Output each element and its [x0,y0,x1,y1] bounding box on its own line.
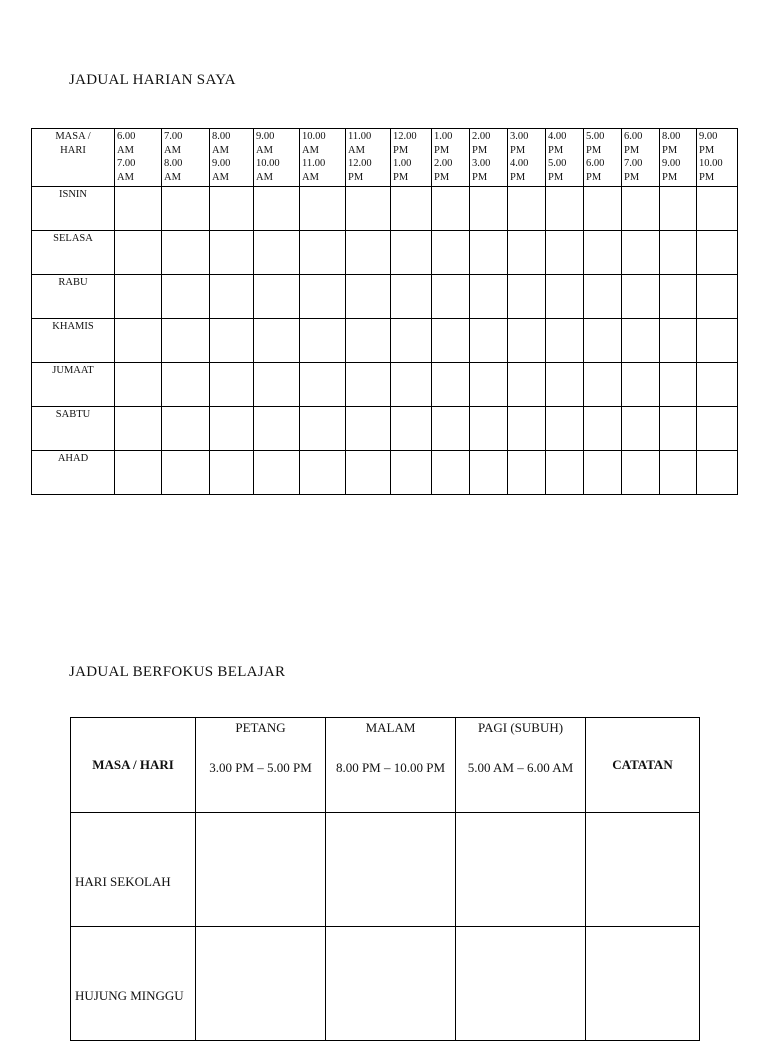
time-slot-header [470,129,508,187]
schedule-cell[interactable] [546,187,584,231]
schedule-cell[interactable] [660,275,697,319]
time-slot-line: 9.00 [662,158,681,169]
time-slot-line: 10.00 [302,131,326,142]
schedule-cell[interactable] [546,451,584,495]
schedule-cell[interactable] [254,275,300,319]
day-label: AHAD [32,451,115,495]
schedule-cell[interactable] [622,319,660,363]
schedule-cell[interactable] [508,275,546,319]
schedule-cell[interactable] [115,231,162,275]
schedule-cell[interactable] [697,231,738,275]
schedule-cell[interactable] [584,275,622,319]
schedule-cell[interactable] [546,363,584,407]
row-label: HARI SEKOLAH [75,874,171,889]
day-label: SABTU [32,407,115,451]
day-row [32,319,738,363]
schedule-cell[interactable] [115,451,162,495]
schedule-cell[interactable] [622,231,660,275]
schedule-cell[interactable] [300,319,346,363]
schedule-cell[interactable] [254,231,300,275]
schedule-cell[interactable] [697,407,738,451]
day-row [32,407,738,451]
schedule-cell[interactable] [391,451,432,495]
time-slot-line: 4.00 [510,158,529,169]
time-slot-line: PM [548,144,564,156]
schedule-cell[interactable] [346,319,391,363]
schedule-cell[interactable] [697,187,738,231]
slot-name: PAGI (SUBUH) [477,720,564,735]
time-slot-line: PM [548,171,564,183]
schedule-cell[interactable] [346,451,391,495]
schedule-cell[interactable] [391,231,432,275]
schedule-cell[interactable] [115,363,162,407]
focus-cell[interactable] [456,813,586,927]
slot-time: 8.00 PM – 10.00 PM [335,760,446,775]
schedule-cell[interactable] [162,231,210,275]
time-slot-line: PM [510,171,526,183]
schedule-cell[interactable] [210,407,254,451]
time-slot-line: AM [212,171,229,183]
schedule-cell[interactable] [697,363,738,407]
focus-row-weekend [71,927,700,1041]
schedule-cell[interactable] [346,187,391,231]
daily-corner-cell [32,129,115,187]
time-slot-line: PM [348,171,364,183]
time-slot-line: 7.00 [117,158,136,169]
slot-name: PETANG [235,720,286,735]
schedule-cell[interactable] [470,407,508,451]
time-slot-header [584,129,622,187]
focus-schedule-title: JADUAL BERFOKUS BELAJAR [69,664,286,680]
schedule-cell[interactable] [584,407,622,451]
day-label: SELASA [32,231,115,275]
daily-schedule-title: JADUAL HARIAN SAYA [69,72,236,88]
schedule-cell[interactable] [697,319,738,363]
schedule-cell[interactable] [508,319,546,363]
schedule-cell[interactable] [432,319,470,363]
time-slot-line: 12.00 [348,158,372,169]
corner-line: HARI [60,144,86,156]
schedule-cell[interactable] [210,275,254,319]
schedule-cell[interactable] [432,407,470,451]
time-slot-line: AM [348,144,365,156]
schedule-cell[interactable] [115,187,162,231]
schedule-cell[interactable] [508,363,546,407]
schedule-cell[interactable] [622,451,660,495]
schedule-cell[interactable] [584,451,622,495]
time-slot-line: 9.00 [256,131,275,142]
schedule-cell[interactable] [508,231,546,275]
time-slot-line: PM [393,144,409,156]
daily-header-row [32,129,738,187]
focus-corner-cell: MASA / HARI [71,718,196,813]
time-slot-header [660,129,697,187]
time-slot-line: 3.00 [510,131,529,142]
time-slot-line: 11.00 [302,158,326,169]
schedule-cell[interactable] [584,363,622,407]
time-slot-line: 12.00 [393,131,417,142]
notes-header: CATATAN [586,718,700,813]
time-slot-line: AM [256,144,273,156]
schedule-cell[interactable] [470,451,508,495]
time-slot-line: AM [164,171,181,183]
time-slot-header [432,129,470,187]
schedule-cell[interactable] [162,363,210,407]
schedule-cell[interactable] [254,451,300,495]
schedule-cell[interactable] [391,363,432,407]
time-slot-line: 10.00 [699,158,723,169]
schedule-cell[interactable] [432,275,470,319]
time-slot-header [115,129,162,187]
schedule-cell[interactable] [660,187,697,231]
time-slot-line: 9.00 [212,158,231,169]
schedule-cell[interactable] [546,407,584,451]
schedule-cell[interactable] [432,187,470,231]
day-label: KHAMIS [32,319,115,363]
schedule-cell[interactable] [391,275,432,319]
time-slot-line: AM [164,144,181,156]
time-slot-line: PM [434,144,450,156]
schedule-cell[interactable] [584,187,622,231]
schedule-cell[interactable] [210,231,254,275]
time-slot-line: PM [472,171,488,183]
time-slot-line: 6.00 [117,131,136,142]
time-slot-line: PM [586,144,602,156]
schedule-cell[interactable] [546,319,584,363]
focus-cell[interactable] [196,927,326,1041]
time-slot-line: PM [510,144,526,156]
slot-header-petang [196,718,326,813]
time-slot-line: PM [586,171,602,183]
schedule-cell[interactable] [470,275,508,319]
time-slot-line: 5.00 [586,131,605,142]
time-slot-line: 4.00 [548,131,567,142]
time-slot-line: 5.00 [548,158,567,169]
schedule-cell[interactable] [300,275,346,319]
time-slot-line: PM [699,144,715,156]
schedule-cell[interactable] [254,187,300,231]
focus-header-row [71,718,700,813]
schedule-cell[interactable] [346,363,391,407]
schedule-cell[interactable] [115,319,162,363]
day-label: ISNIN [32,187,115,231]
schedule-cell[interactable] [660,319,697,363]
schedule-cell[interactable] [254,407,300,451]
schedule-cell[interactable] [470,319,508,363]
schedule-cell[interactable] [210,451,254,495]
schedule-cell[interactable] [210,187,254,231]
time-slot-line: PM [393,171,409,183]
time-slot-line: AM [302,144,319,156]
schedule-cell[interactable] [300,231,346,275]
row-label-cell [71,927,196,1041]
schedule-cell[interactable] [697,451,738,495]
schedule-cell[interactable] [546,275,584,319]
schedule-cell[interactable] [162,451,210,495]
time-slot-header [508,129,546,187]
schedule-cell[interactable] [210,363,254,407]
schedule-cell[interactable] [660,407,697,451]
time-slot-line: 2.00 [434,158,453,169]
schedule-cell[interactable] [432,363,470,407]
day-row [32,363,738,407]
time-slot-line: 11.00 [348,131,372,142]
time-slot-line: 1.00 [393,158,412,169]
time-slot-line: AM [256,171,273,183]
time-slot-header [254,129,300,187]
schedule-cell[interactable] [622,407,660,451]
schedule-cell[interactable] [162,187,210,231]
time-slot-line: PM [624,144,640,156]
corner-line: MASA / [55,131,91,142]
time-slot-header [210,129,254,187]
schedule-cell[interactable] [470,187,508,231]
schedule-cell[interactable] [660,231,697,275]
time-slot-line: 6.00 [624,131,643,142]
slot-name: MALAM [365,720,416,735]
time-slot-header [622,129,660,187]
focus-study-table [70,717,700,1041]
time-slot-line: AM [117,144,134,156]
focus-row-school-day [71,813,700,927]
time-slot-line: AM [302,171,319,183]
schedule-cell[interactable] [697,275,738,319]
time-slot-line: 8.00 [212,131,231,142]
time-slot-line: 8.00 [164,158,183,169]
time-slot-line: PM [662,171,678,183]
time-slot-line: PM [699,171,715,183]
time-slot-line: 7.00 [624,158,643,169]
schedule-cell[interactable] [622,187,660,231]
schedule-cell[interactable] [622,275,660,319]
focus-cell[interactable] [196,813,326,927]
schedule-cell[interactable] [346,275,391,319]
schedule-cell[interactable] [391,407,432,451]
day-label: JUMAAT [32,363,115,407]
focus-cell[interactable] [456,927,586,1041]
slot-time: 5.00 AM – 6.00 AM [467,760,574,775]
day-row [32,187,738,231]
time-slot-header [162,129,210,187]
time-slot-line: 1.00 [434,131,453,142]
schedule-cell[interactable] [660,363,697,407]
time-slot-header [300,129,346,187]
time-slot-header [391,129,432,187]
schedule-cell[interactable] [346,231,391,275]
schedule-cell[interactable] [162,275,210,319]
focus-cell[interactable] [326,927,456,1041]
slot-header-pagi [456,718,586,813]
schedule-cell[interactable] [254,319,300,363]
schedule-cell[interactable] [115,407,162,451]
time-slot-line: 10.00 [256,158,280,169]
focus-cell[interactable] [326,813,456,927]
schedule-cell[interactable] [391,187,432,231]
schedule-cell[interactable] [391,319,432,363]
time-slot-line: PM [662,144,678,156]
notes-cell[interactable] [586,813,700,927]
schedule-cell[interactable] [660,451,697,495]
day-row [32,275,738,319]
time-slot-header [346,129,391,187]
schedule-cell[interactable] [508,451,546,495]
row-label: HUJUNG MINGGU [75,988,184,1003]
time-slot-line: PM [434,171,450,183]
time-slot-line: AM [117,171,134,183]
schedule-cell[interactable] [162,407,210,451]
time-slot-line: 6.00 [586,158,605,169]
schedule-cell[interactable] [508,407,546,451]
time-slot-line: 7.00 [164,131,183,142]
schedule-cell[interactable] [432,231,470,275]
schedule-cell[interactable] [584,319,622,363]
schedule-cell[interactable] [254,363,300,407]
slot-time: 3.00 PM – 5.00 PM [209,760,312,775]
schedule-cell[interactable] [162,319,210,363]
schedule-cell[interactable] [584,231,622,275]
schedule-cell[interactable] [300,451,346,495]
schedule-cell[interactable] [300,187,346,231]
time-slot-line: PM [624,171,640,183]
schedule-cell[interactable] [622,363,660,407]
schedule-cell[interactable] [546,231,584,275]
time-slot-line: 8.00 [662,131,681,142]
schedule-cell[interactable] [470,231,508,275]
time-slot-line: 2.00 [472,131,491,142]
schedule-cell[interactable] [210,319,254,363]
time-slot-header [697,129,738,187]
schedule-cell[interactable] [300,363,346,407]
row-label-cell [71,813,196,927]
schedule-cell[interactable] [432,451,470,495]
schedule-cell[interactable] [508,187,546,231]
daily-schedule-table [31,128,738,495]
schedule-cell[interactable] [346,407,391,451]
time-slot-line: 9.00 [699,131,718,142]
notes-cell[interactable] [586,927,700,1041]
schedule-cell[interactable] [115,275,162,319]
slot-header-malam [326,718,456,813]
day-label: RABU [32,275,115,319]
time-slot-header [546,129,584,187]
schedule-cell[interactable] [300,407,346,451]
time-slot-line: AM [212,144,229,156]
day-row [32,231,738,275]
time-slot-line: PM [472,144,488,156]
schedule-cell[interactable] [470,363,508,407]
day-row [32,451,738,495]
time-slot-line: 3.00 [472,158,491,169]
